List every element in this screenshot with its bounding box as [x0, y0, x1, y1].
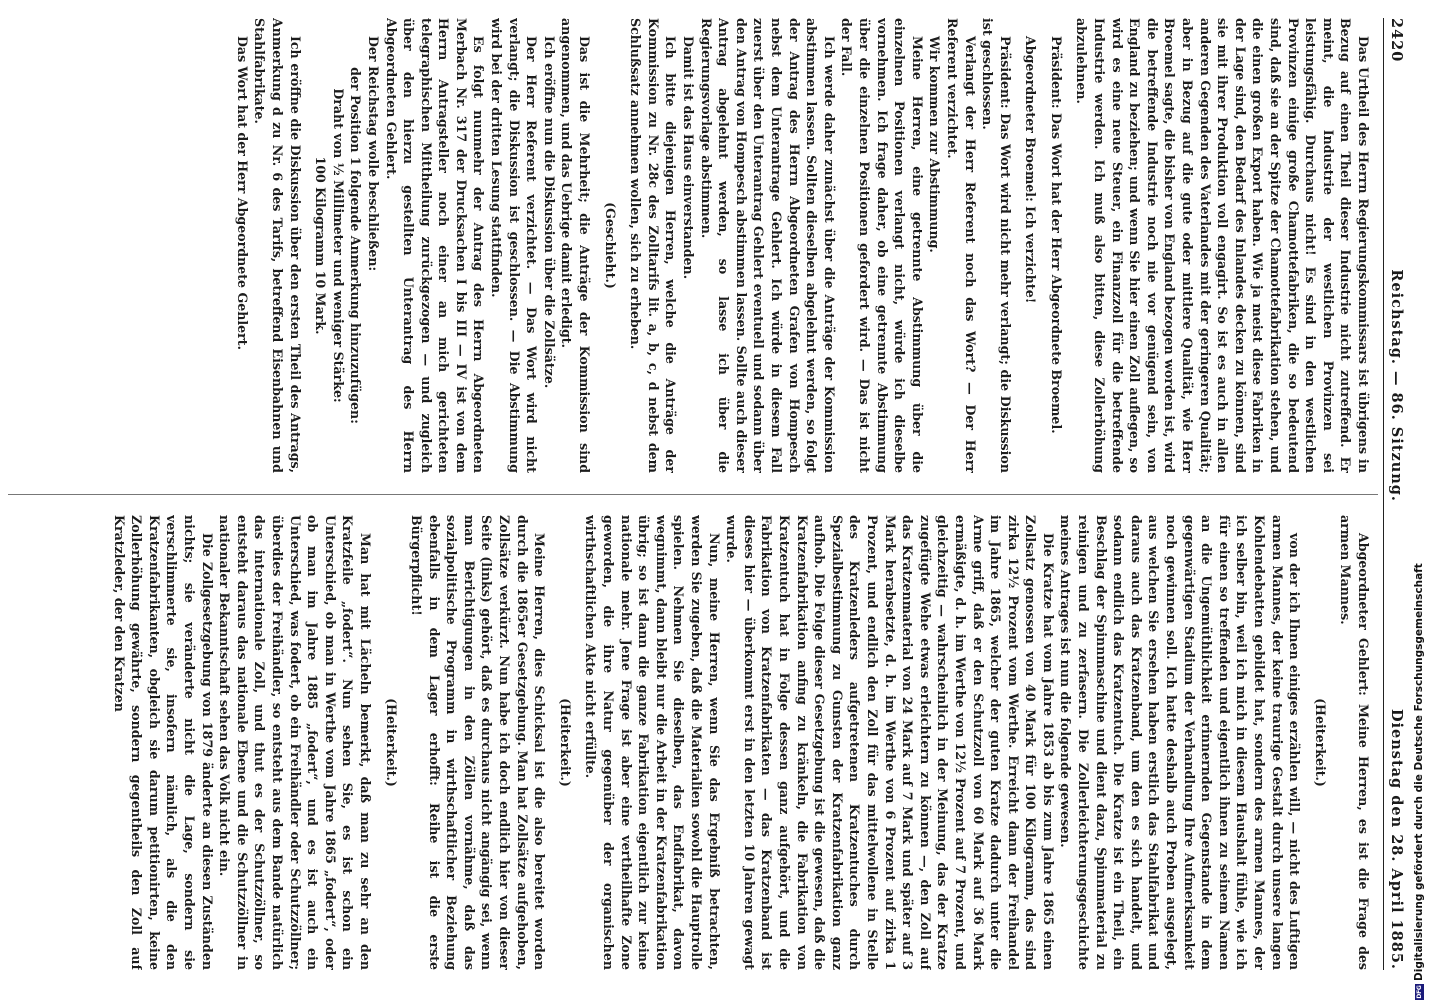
- paragraph: Verlangt der Herr Referent noch das Wort? — Der Herr Referent verzichtet.: [944, 18, 978, 473]
- paragraph: Meine Herren, dies Schicksal ist die also bereitet worden durch die 1865er Gesetzgebung. Man hat Zollsätze aufgehoben, Zollsätze verkürzt. Nun habe ich doch endlich hier von dieser Seite (links) gehört, daß es durchaus nicht angängig sei, wenn man Berichtigungen in den Zöllen vornähme, daß das sozialpolitische Programm in wirthschaftlicher Beziehung ebenfalls in dem Lager erhofft: Reihe ist die erste Bürgerpflicht!: [409, 515, 548, 970]
- paragraph: Ich werde daher zunächst über die Anträge der Kommission abstimmen lassen. Sollten dieselben abgelehnt werden, so folgt der Antrag des Herrn Abgeordneten Grafen von Hompesch nebst dem Unterantrage Gehlert. Ich würde in diesem Fall zuerst über den Unterantrag Gehlert eventuell und sodann über den Antrag von Hompesch abstimmen lassen. Sollte auch dieser Antrag abgelehnt werden, so lasse ich über die Regierungsvorlage abstimmen.: [698, 18, 837, 473]
- paragraph: Ich eröffne nun die Diskussion über die Zollsätze.: [541, 36, 557, 389]
- paragraph: Der Herr Referent verzichtet. — Das Wort wird nicht verlangt; die Diskussion ist geschlossen. — Die Abstimmung wird bei der dritten Lesung stattfinden.: [489, 18, 540, 473]
- paragraph: Damit ist das Haus einverstanden.: [681, 36, 697, 280]
- centered-line: 100 Kilogramm 10 Mark.: [313, 156, 329, 335]
- dfg-logo: DFG: [1415, 985, 1423, 999]
- page-number: 2420: [1388, 18, 1405, 63]
- paragraph: Die Zollgesetzgebung von 1879 änderte an diesen Zuständen nichts; sie veränderte nicht die Lage, sondern sie verschlimmerte sie, insofern nämlich, als die den Kratzenfabrikanten, obgleich sie darum petitionirten, keine Zollerhöhung gewährte, sondern gegentheils den Zoll auf Kratzleder, der den Kratzen: [111, 515, 215, 970]
- paragraph: Es folgt nunmehr der Antrag des Herrn Abgeordneten Merbach Nr. 317 der Drucksachen I bis III — IV ist von dem Herrn Antragsteller noch einer an mich gerichteten telegraphischen Mittheilung zurückgezogen — und zugleich über den hierzu gestellten Unterantrag des Herrn Abgeordneten Gehlert.: [383, 18, 487, 473]
- paragraph: Das Wort hat der Herr Abgeordnete Gehlert.: [234, 36, 250, 351]
- paragraph: von der ich Ihnen einiges erzählen will, — nicht des Luftigen armen Mannes, der keine traurige Gestalt durch unsere langen Kohlendebatten gebildet hat, sondern des armen Mannes, der ich selber bin, weil ich mich in diesem Haushalt fühle, wie ich für einen so treffenden und eigentlich ihnen zu seinem Namen an die Ungemüthlichkeit erinnernden Gegenstande in dem gegenwärtigen Stadium der Verhandlung Ihre Aufmerksamkeit noch gewinnen soll. Ich hatte deshalb auch Proben ausgelegt, aus welchen Sie ersehen haben erstlich das Stahlfabrikat und daraus auch das Kratzenband, um den es sich handelt, und sodann endlich das Kratzentuch. Die Kratze ist ein Theil, ein Beschlag der Spinnmaschine und dient dazu, Spinnmaterial zu reinigen und zu zerfasern. Die Zollerleichterungsgeschichte meines Antrages ist nun die folgende gewesen.: [1058, 515, 1303, 970]
- centered-line: (Heiterkeit.): [1312, 698, 1328, 787]
- paragraph: Meine Herren, eine getrennte Abstimmung über die einzelnen Positionen verlangt nicht, würde ich dieselbe vornehmen. Ich frage daher, ob eine getrennte Abstimmung über die einzelnen Positionen gefordert wird. — Das ist nicht der Fall.: [839, 18, 925, 473]
- centered-line: (Heiterkeit.): [557, 698, 573, 787]
- paragraph: Der Reichstag wolle beschließen:: [365, 36, 381, 272]
- left-column: [12, 18, 1372, 473]
- speaker-paragraph: Präsident: Das Wort hat der Herr Abgeordnete Broemel.: [1048, 36, 1064, 434]
- digitization-credit-text: Digitalisierung gefördert durch die Deutsche Forschungsgemeinschaft: [1413, 563, 1425, 981]
- paragraph: Das Urtheil des Herrn Regierungskommissars ist übrigens in Bezug auf einen Theil dieser Industrie nicht zutreffend. Er meint, die Industrie der westlichen Provinzen sei leistungsfähig. Durchaus nicht! Es sind in den westlichen Provinzen einige große Chamottefabriken, die so bedeutend sind, daß sie an der Spitze der Chamottefabrikation stehen, und die einen großen Export haben. Wie ja meist diese Fabriken in der Lage sind, den Bedarf des Inlandes decken zu können, sind sie mit ihrer Produktion voll engagirt. So ist es auch in allen anderen Gegenden des Vaterlandes mit der geringeren Qualität; aber in Bezug auf die gute oder mittlere Qualität, wie Herr Broemel sagte, die bisher von England bezogen worden ist, wird die betreffende Industrie noch nie vor genügend sein, von England zu beziehen; und wenn Sie hier einen Zoll auflegen, so wird es eine neue Steuer, ein Finanzzoll für die betreffende Industrie werden. Ich muß also bitten, diese Zollerhöhung abzulehnen.: [1074, 18, 1371, 473]
- paragraph: Ich eröffne die Diskussion über den ersten Theil des Antrags, Anmerkung d zu Nr. 6 des Tarifs, betreffend Eisenbahnen und Stahlfabrikate.: [252, 18, 303, 473]
- paragraph: Ich bitte diejenigen Herren, welche die Anträge der Kommission zu Nr. 28c des Zolltarifs lit. a, b, c, d nebst dem Schlußsatz annehmen wollen, sich zu erheben.: [628, 18, 679, 473]
- paragraph: Das ist die Mehrheit; die Anträge der Kommission sind angenommen, und das Uebrige damit erledigt.: [559, 18, 593, 473]
- paragraph: Wir kommen zur Abstimmung.: [927, 36, 943, 253]
- header-rule: [1383, 18, 1384, 970]
- page-header: [1388, 18, 1406, 970]
- header-date: Dienstag den 28. April 1885.: [1388, 708, 1405, 970]
- digitization-credit: [1408, 40, 1430, 1000]
- paragraph: Man hat mit Lächeln bemerkt, daß man zu sehr an den Kratzfeile „fodert“. Nun sehen Sie, es ist schon ein Unterschied, ob man in Werthe vom Jahre 1865 „fodert“, oder ob man im Jahre 1885 „fodert“, und es ist auch ein Unterschied, was fodert, ob ein Freihändler oder Schutzzöllner; überdies der Freihändler, so entsteht aus dem Bande natürlich das internationale Zoll, und thut es der Schutzzöllner, so entsteht daraus das nationale Ebene und die Schutzzöllner in nationaler Bekanntschaft sehen das Volk nicht ein.: [217, 515, 373, 970]
- centered-line: Draht von ½ Millimeter und weniger Stärke:: [330, 88, 346, 403]
- right-column: [12, 515, 1372, 970]
- paragraph: Die Kratze hat vom Jahre 1853 ab bis zum Jahre 1865 einen Zollsatz genossen von 40 Mark für 100 Kilogramm, das sind zirka 12½ Prozent vom Werthe. Erreicht dann der Freihandel im Jahre 1865, welcher der guten Kratze dadurch unter die Arme griff, daß er den Schutzzoll von 60 Mark auf 36 Mark ermäßigte, d. h. im Werthe von 12½ Prozent auf 7 Prozent, und gleichzeitig — wahrscheinlich in der Meinung, das der Kratze zugefügte Wehe etwas erleichtern zu können —, den Zoll auf das Kratzenmaterial von 24 Mark auf 7 Mark und später auf 3 Mark herabsetzte, d. h. im Werthe von 6 Prozent auf zirka 1 Prozent, und endlich den Zoll für das mittelwollene in Stelle des Kratzenleders aufgetretenen Kratzentuches durch Spezialbestimmung zu Gunsten der Kratzenfabrikation ganz aufhob. Die Folge dieser Gesetzgebung ist die gewesen, daß die Kratzenfabrikation anfing zu kränkeln, die Fabrikation von Kratzentuch hat in Folge dessen ganz aufgehört, und die Fabrikation von Kratzenfabrikaten — das Kratzenband ist dieses hier — überkommt erst in den letzten 10 Jahren gewagt wurde.: [724, 515, 1056, 970]
- speaker-paragraph: Abgeordneter Broemel: Ich verzichte!: [1023, 36, 1039, 304]
- centered-line: (Heiterkeit.): [383, 698, 399, 787]
- centered-line: (Geschieht.): [602, 202, 618, 289]
- column-divider: [8, 494, 1378, 495]
- centered-line: der Position 1 folgende Anmerkung hinzuzufügen:: [348, 67, 364, 424]
- speaker-paragraph: Präsident: Das Wort wird nicht mehr verlangt; die Diskussion ist geschlossen.: [980, 18, 1013, 473]
- paragraph: Nun, meine Herren, wenn Sie das Ergebniß betrachten, werden Sie zugeben, daß die Materialien sowohl die Hauptrolle spielen. Nehmen Sie dieselben, das Endfabrikat, davon wegnimmt, dann bleibt nur die Arbeit in der Kratzenfabrikation übrig; so ist dann die ganze Fabrikation eigentlich zur keine nationale mehr. Jene Frage ist aber eine vertheilhafte Zone geworden, die ihre Natur gegenüber der organischen wirthschaftlichen Akte nicht erfüllte.: [583, 515, 722, 970]
- header-session: Reichstag. — 86. Sitzung.: [1388, 269, 1405, 502]
- speaker-paragraph: Abgeordneter Gehlert: Meine Herren, es ist die Frage des armen Mannes.: [1338, 515, 1371, 970]
